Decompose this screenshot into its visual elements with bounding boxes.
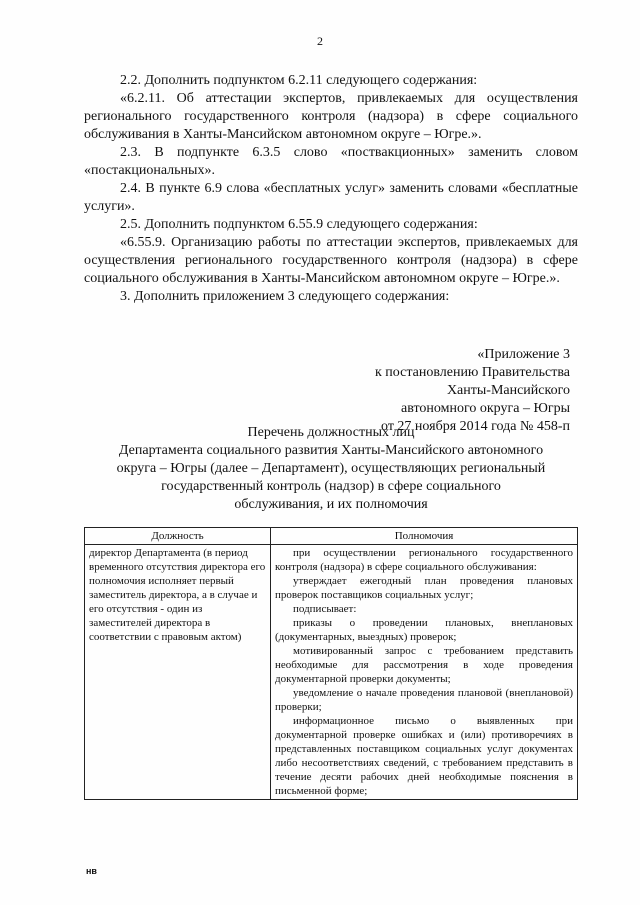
appendix-header-line: «Приложение 3: [477, 347, 570, 362]
power-item: приказы о проведении плановых, внеплановых (документарных, выездных) проверок;: [275, 617, 573, 643]
paragraph-2-4: 2.4. В пункте 6.9 слова «бесплатных услуг» заменить словами «бесплатные услуги».: [84, 181, 578, 214]
footer-mark: нв: [86, 866, 97, 876]
table-header-row: [85, 528, 578, 545]
power-item: информационное письмо о выявленных при документарной проверке ошибках и (или) противоречиях в представленных поставщиком социальных услуг документах либо несоответствиях сведений, с требованием представить в течение десяти рабочих дней необходимые пояснения в письменной форме;: [275, 715, 573, 797]
paragraph-2-5: 2.5. Дополнить подпунктом 6.55.9 следующего содержания:: [120, 217, 478, 232]
list-title-line: Перечень должностных лиц: [247, 425, 415, 440]
power-item: мотивированный запрос с требованием представить необходимые для рассмотрения в ходе проведения документарной проверки документы;: [275, 645, 573, 685]
paragraph-2-3: 2.3. В подпункте 6.3.5 слово «поствакционных» заменить словом «постакциональных».: [84, 145, 578, 178]
list-title-line: округа – Югры (далее – Департамент), осуществляющих региональный: [116, 461, 546, 476]
column-header-powers: Полномочия: [271, 528, 578, 545]
list-title: [84, 424, 578, 514]
power-item: подписывает:: [293, 603, 357, 615]
paragraph-6-55-9: «6.55.9. Организацию работы по аттестации экспертов, привлекаемых для осуществления регионального государственного контроля (надзора) в сфере социального обслуживания в Ханты-Мансийском автономном округе – Югре.».: [84, 235, 578, 286]
appendix-header-line: от 27 ноября 2014 года № 458-п: [381, 419, 570, 434]
power-item: при осуществлении регионального государственного контроля (надзора) в сфере социального обслуживания:: [275, 547, 573, 573]
powers-cell: [271, 545, 578, 800]
page-number: 2: [317, 34, 323, 48]
table-row: [85, 545, 578, 800]
list-title-line: государственный контроль (надзор) в сфере социального: [161, 479, 501, 494]
paragraph-6-2-11: «6.2.11. Об аттестации экспертов, привлекаемых для осуществления регионального государственного контроля (надзора) в сфере социального обслуживания в Ханты-Мансийском автономном округе – Югре.».: [84, 91, 578, 142]
column-header-position: Должность: [85, 528, 271, 545]
power-item: утверждает ежегодный план проведения плановых проверок поставщиков социальных услуг;: [275, 575, 573, 601]
paragraph-2-2: 2.2. Дополнить подпунктом 6.2.11 следующего содержания:: [120, 73, 478, 88]
list-title-line: Департамента социального развития Ханты-Мансийского автономного: [118, 443, 544, 458]
powers-table: [84, 527, 578, 800]
body-text: [84, 72, 578, 306]
paragraph-3: 3. Дополнить приложением 3 следующего содержания:: [120, 289, 450, 304]
appendix-header: [250, 346, 570, 436]
position-cell: директор Департамента (в период временного отсутствия директора его полномочия исполняет первый заместитель директора, а в случае и его отсутствия - один из заместителей директора в соответствии с правовым актом): [85, 545, 271, 800]
list-title-line: обслуживания, и их полномочия: [234, 497, 428, 512]
appendix-header-line: Ханты-Мансийского: [446, 383, 570, 398]
appendix-header-line: к постановлению Правительства: [374, 365, 570, 380]
appendix-header-line: автономного округа – Югры: [401, 401, 570, 416]
power-item: уведомление о начале проведения плановой (внеплановой) проверки;: [275, 687, 573, 713]
